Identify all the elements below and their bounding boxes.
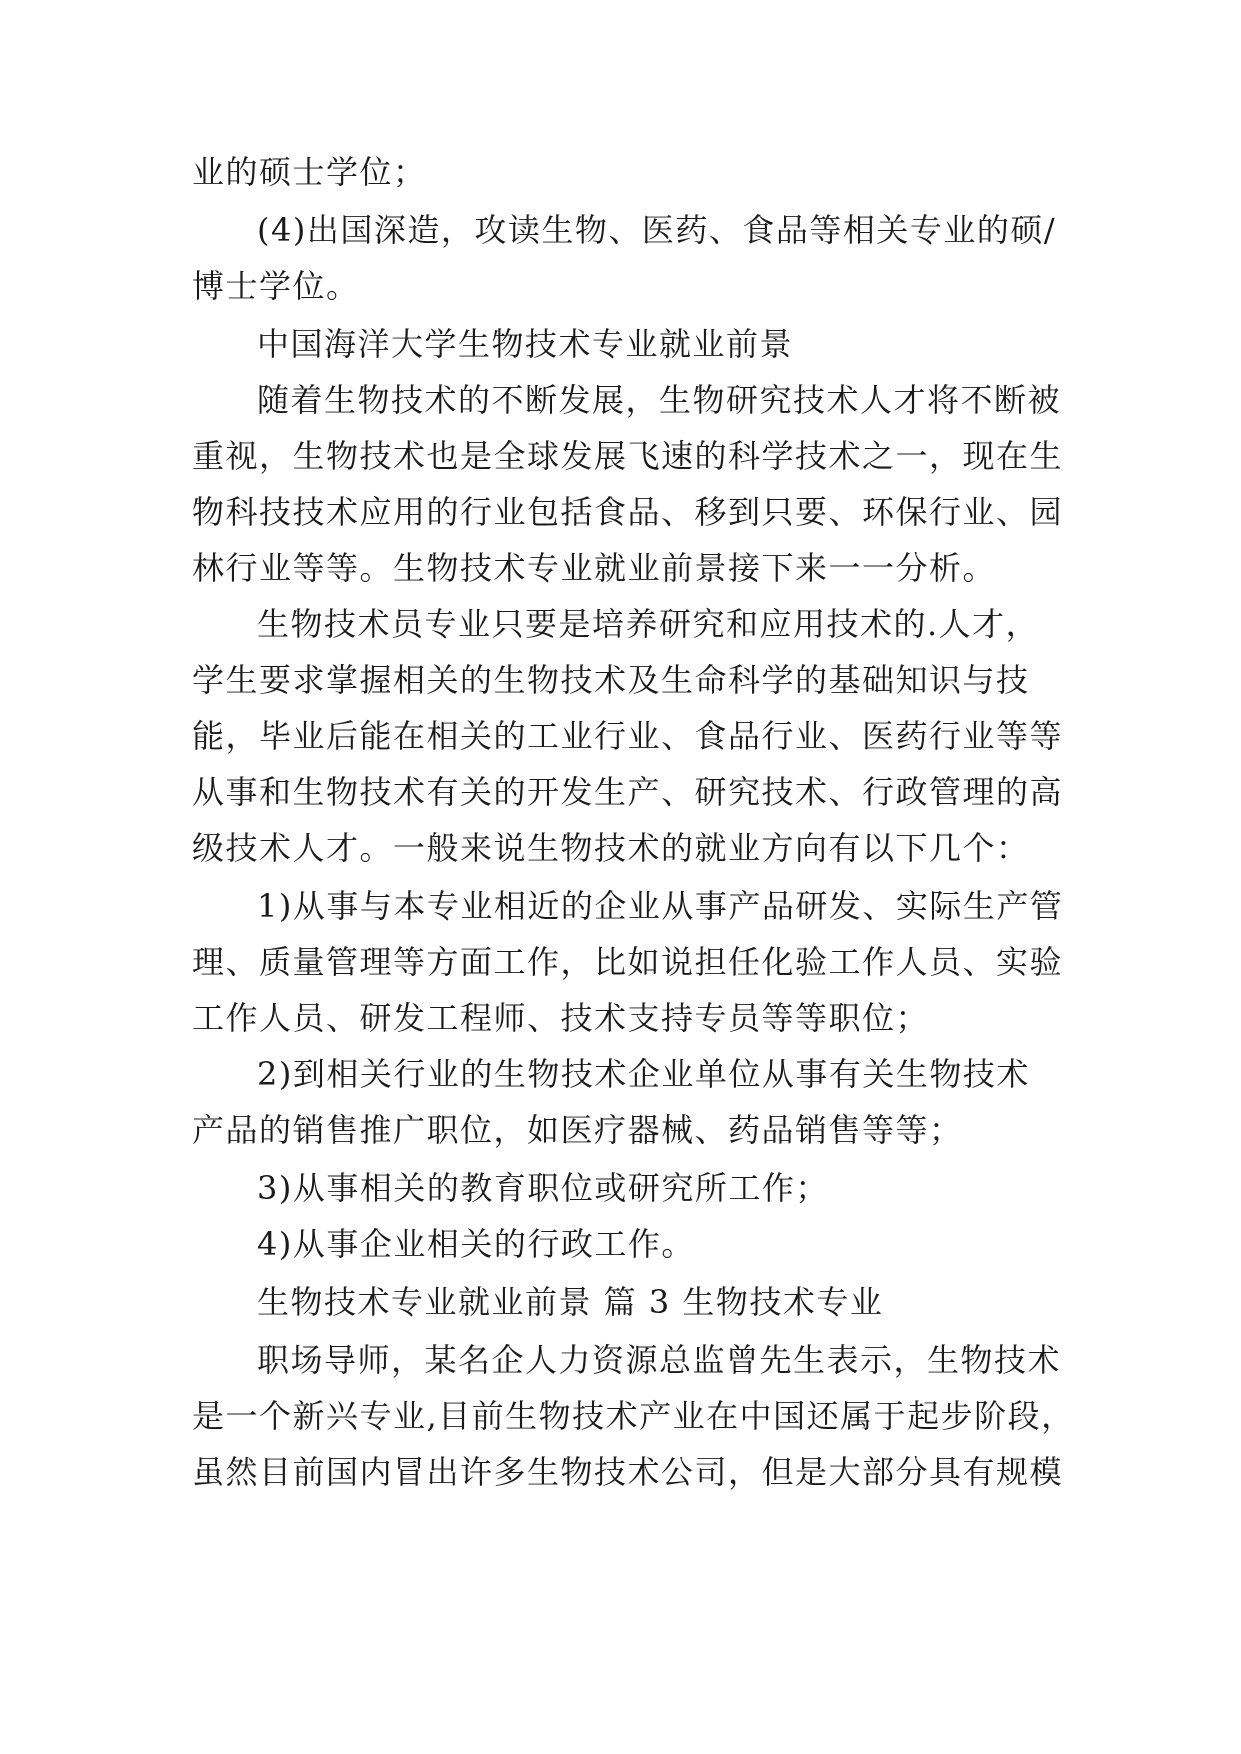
section-heading-part-3: 生物技术专业就业前景 篇 3 生物技术专业 — [257, 1283, 884, 1321]
list-item-2: 2)到相关行业的生物技术企业单位从事有关生物技术 — [257, 1055, 1030, 1093]
text-line-22: 职场导师，某名企人力资源总监曾先生表示，生物技术 — [257, 1341, 1062, 1379]
text-line-6: 重视，生物技术也是全球发展飞速的科学技术之一，现在生 — [192, 437, 1064, 475]
section-heading-ocean-university: 中国海洋大学生物技术专业就业前景 — [257, 325, 794, 363]
text-line-3: 博士学位。 — [192, 267, 360, 305]
text-line-23: 是一个新兴专业,目前生物技术产业在中国还属于起步阶段， — [192, 1397, 1075, 1435]
text-line-5: 随着生物技术的不断发展，生物研究技术人才将不断被 — [257, 381, 1062, 419]
text-line-11: 能，毕业后能在相关的工业行业、食品行业、医药行业等等 — [192, 717, 1064, 755]
text-line-18: 产品的销售推广职位，如医疗器械、药品销售等等； — [192, 1111, 963, 1149]
text-line-24: 虽然目前国内冒出许多生物技术公司，但是大部分具有规模 — [192, 1453, 1064, 1491]
text-line-13: 级技术人才。一般来说生物技术的就业方向有以下几个： — [192, 829, 1030, 867]
text-line-2: (4)出国深造，攻读生物、医药、食品等相关专业的硕/ — [257, 211, 1057, 249]
text-line-15: 理、质量管理等方面工作，比如说担任化验工作人员、实验 — [192, 943, 1064, 981]
list-item-1: 1)从事与本专业相近的企业从事产品研发、实际生产管 — [257, 887, 1064, 925]
text-line-10: 学生要求掌握相关的生物技术及生命科学的基础知识与技 — [192, 661, 1030, 699]
list-item-4: 4)从事企业相关的行政工作。 — [257, 1225, 695, 1263]
text-line-7: 物科技技术应用的行业包括食品、移到只要、环保行业、园 — [192, 493, 1064, 531]
text-line-16: 工作人员、研发工程师、技术支持专员等等职位； — [192, 999, 930, 1037]
list-item-3: 3)从事相关的教育职位或研究所工作； — [257, 1169, 829, 1207]
text-line-1: 业的硕士学位； — [192, 153, 427, 191]
text-line-12: 从事和生物技术有关的开发生产、研究技术、行政管理的高 — [192, 773, 1064, 811]
text-line-8: 林行业等等。生物技术专业就业前景接下来一一分析。 — [192, 549, 997, 587]
text-line-9: 生物技术员专业只要是培养研究和应用技术的.人才， — [257, 605, 1040, 643]
